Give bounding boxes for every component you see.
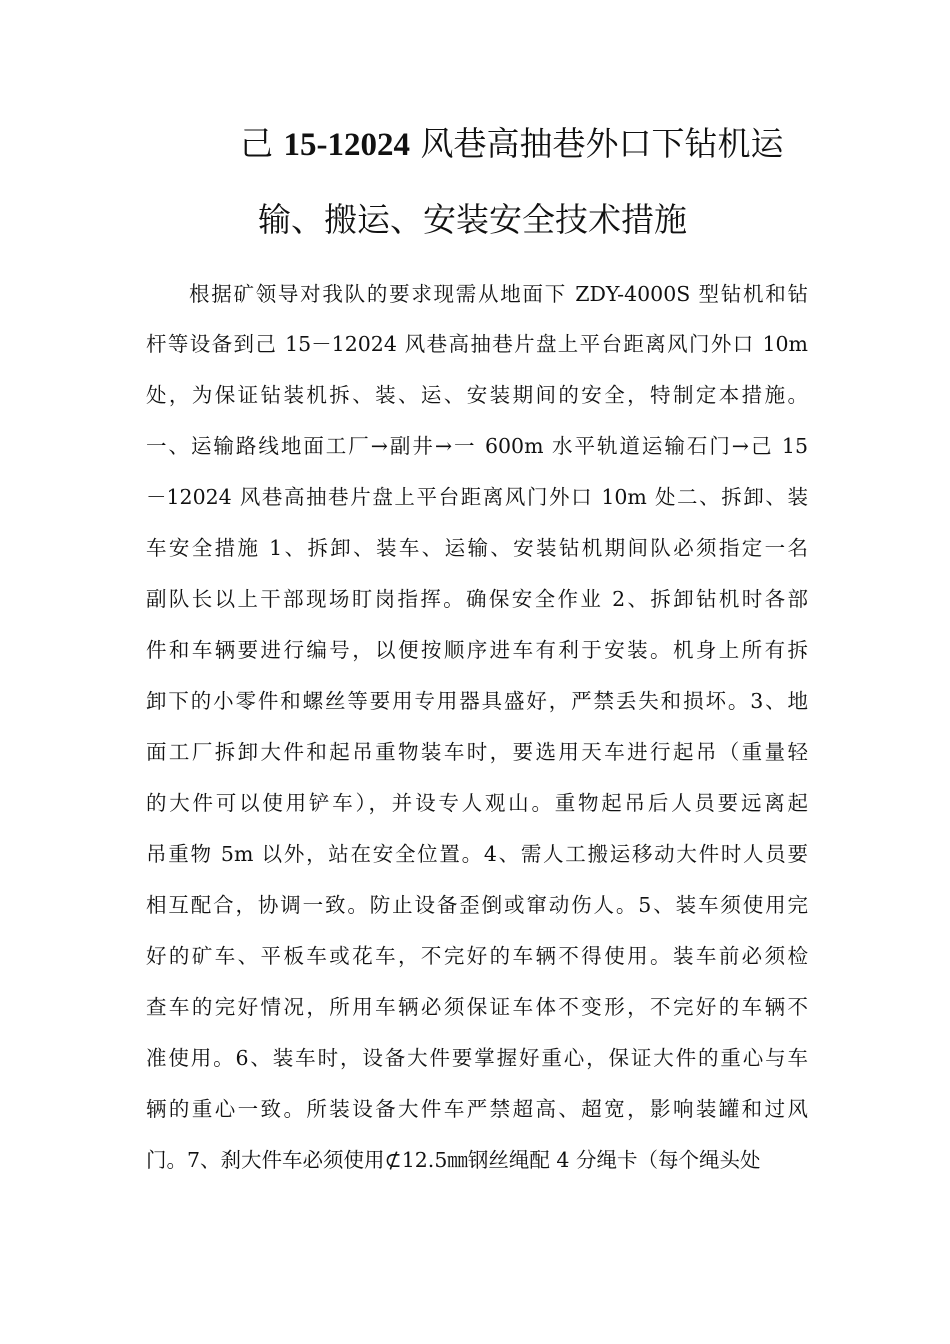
- body-line: 相互配合，协调一致。防止设备歪倒或窜动伤人。5、装车须使用完: [146, 893, 808, 917]
- body-line: －12024 风巷高抽巷片盘上平台距离风门外口 10m 处二、拆卸、装: [146, 485, 808, 509]
- body-line: 卸下的小零件和螺丝等要用专用器具盛好，严禁丢失和损坏。3、地: [146, 689, 808, 713]
- body-line: 副队长以上干部现场盯岗指挥。确保安全作业 2、拆卸钻机时各部: [146, 587, 808, 611]
- body-line: 查车的完好情况，所用车辆必须保证车体不变形，不完好的车辆不: [146, 995, 808, 1019]
- body-line: 辆的重心一致。所装设备大件车严禁超高、超宽，影响装罐和过风: [146, 1097, 808, 1121]
- body-line: 车安全措施 1、拆卸、装车、运输、安装钻机期间队必须指定一名: [146, 536, 808, 560]
- body-line: 处，为保证钻装机拆、装、运、安装期间的安全，特制定本措施。: [146, 383, 808, 407]
- title-number: 15-12024: [283, 127, 410, 163]
- document-title-line-2: 输、搬运、安装安全技术措施: [258, 200, 687, 239]
- body-line: 面工厂拆卸大件和起吊重物装车时，要选用天车进行起吊（重量轻: [146, 740, 808, 764]
- body-line: 一、运输路线地面工厂→副井→一 600m 水平轨道运输石门→己 15: [146, 434, 808, 458]
- body-line: 杆等设备到己 15－12024 风巷高抽巷片盘上平台距离风门外口 10m: [146, 332, 808, 356]
- body-line: 门。7、刹大件车必须使用⊄12.5㎜钢丝绳配 4 分绳卡（每个绳头处: [146, 1148, 761, 1172]
- body-line: 件和车辆要进行编号，以便按顺序进车有利于安装。机身上所有拆: [146, 638, 808, 662]
- body-line: 好的矿车、平板车或花车，不完好的车辆不得使用。装车前必须检: [146, 944, 808, 968]
- document-title-line-1: 己 15-12024 风巷高抽巷外口下钻机运: [240, 124, 784, 163]
- body-line: 的大件可以使用铲车），并设专人观山。重物起吊后人员要远离起: [146, 791, 808, 815]
- body-line: 准使用。6、装车时，设备大件要掌握好重心，保证大件的重心与车: [146, 1046, 808, 1070]
- body-line: 根据矿领导对我队的要求现需从地面下 ZDY-4000S 型钻机和钻: [189, 282, 808, 306]
- body-line: 吊重物 5m 以外，站在安全位置。4、需人工搬运移动大件时人员要: [146, 842, 808, 866]
